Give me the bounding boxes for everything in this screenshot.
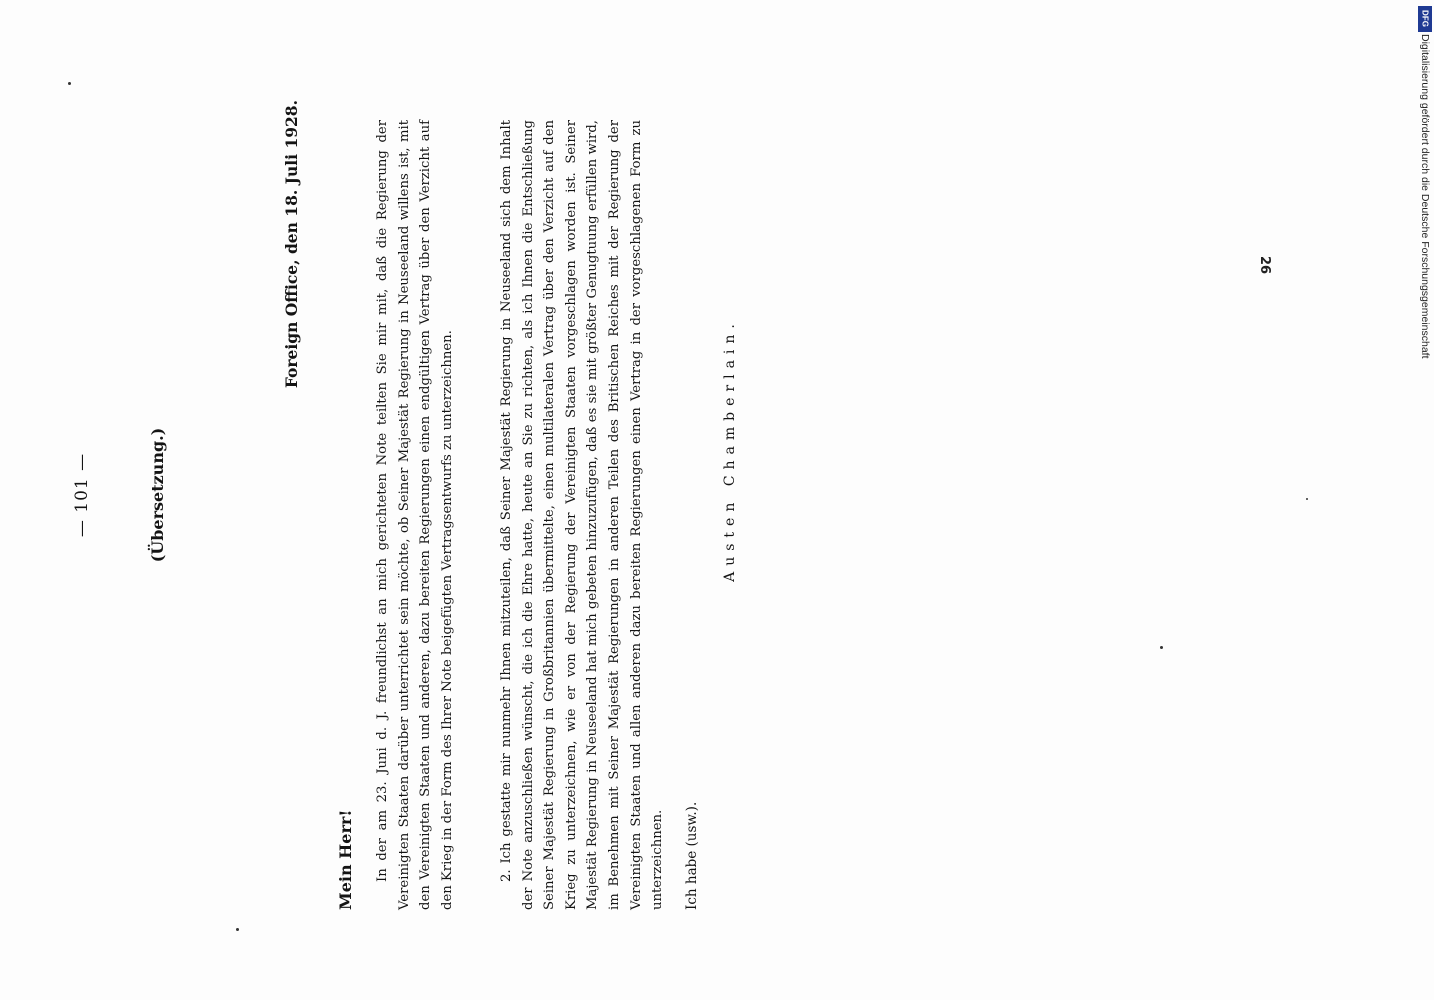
- signature: Austen Chamberlain.: [722, 318, 738, 582]
- translation-note: (Übersetzung.): [148, 427, 167, 563]
- rotated-document-page: [70, 80, 750, 910]
- scan-speck: [1306, 498, 1308, 500]
- digitization-credit: [1417, 6, 1433, 396]
- dfg-logo-icon: [1418, 6, 1432, 32]
- closing-formula: Ich habe (usw.).: [684, 801, 700, 910]
- funding-note: Digitalisierung gefördert durch die Deutsche Forschungsgemeinschaft: [1419, 34, 1431, 359]
- page-number: — 101 —: [72, 452, 92, 538]
- scan-speck: [68, 82, 71, 85]
- body-paragraph-1: In der am 23. Juni d. J. freundlichst an mich gerichteten Note teilten Sie mir mit, daß die Regierung der Vereinigten Staaten darüber unterrichtet sein möchte, ob Seiner Majestät Regierung in Neuseeland willens ist, mit den Vereinigten Staaten und anderen, dazu bereiten Regierungen einen endgültigen Vertrag über den Verzicht auf den Krieg in der Form des Ihrer Note beigefügten Vertragsentwurfs zu unterzeichnen.: [375, 120, 455, 910]
- scan-speck: [236, 928, 239, 931]
- dfg-logo-text: DFG: [1420, 10, 1430, 27]
- body-paragraph-2: 2. Ich gestatte mir nunmehr Ihnen mitzuteilen, daß Seiner Majestät Regierung in Neuseeland sich dem Inhalt der Note anzuschließen wünscht, die ich die Ehre hatte, heute an Sie zu richten, als ich Ihnen die Entschließung Seiner Majestät Regierung in Großbritannien übermittelte, einen multilateralen Vertrag über den Verzicht auf den Krieg zu unterzeichnen, wie er von der Regierung der Vereinigten Staaten vorgeschlagen worden ist. Seiner Majestät Regierung in Neuseeland hat mich gebeten hinzuzufügen, daß es sie mit größter Genugtuung erfüllen wird, im Benehmen mit Seiner Majestät Regierungen in anderen Teilen des Britischen Reiches mit der Regierung der Vereinigten Staaten und allen anderen dazu bereiten Regierungen einen Vertrag in der vorgeschlagenen Form zu unterzeichnen.: [499, 120, 666, 910]
- place-and-date: Foreign Office, den 18. Juli 1928.: [282, 100, 301, 389]
- salutation: Mein Herr!: [336, 809, 355, 910]
- scan-speck: [1160, 646, 1163, 649]
- sheet-number: 26: [1257, 256, 1272, 275]
